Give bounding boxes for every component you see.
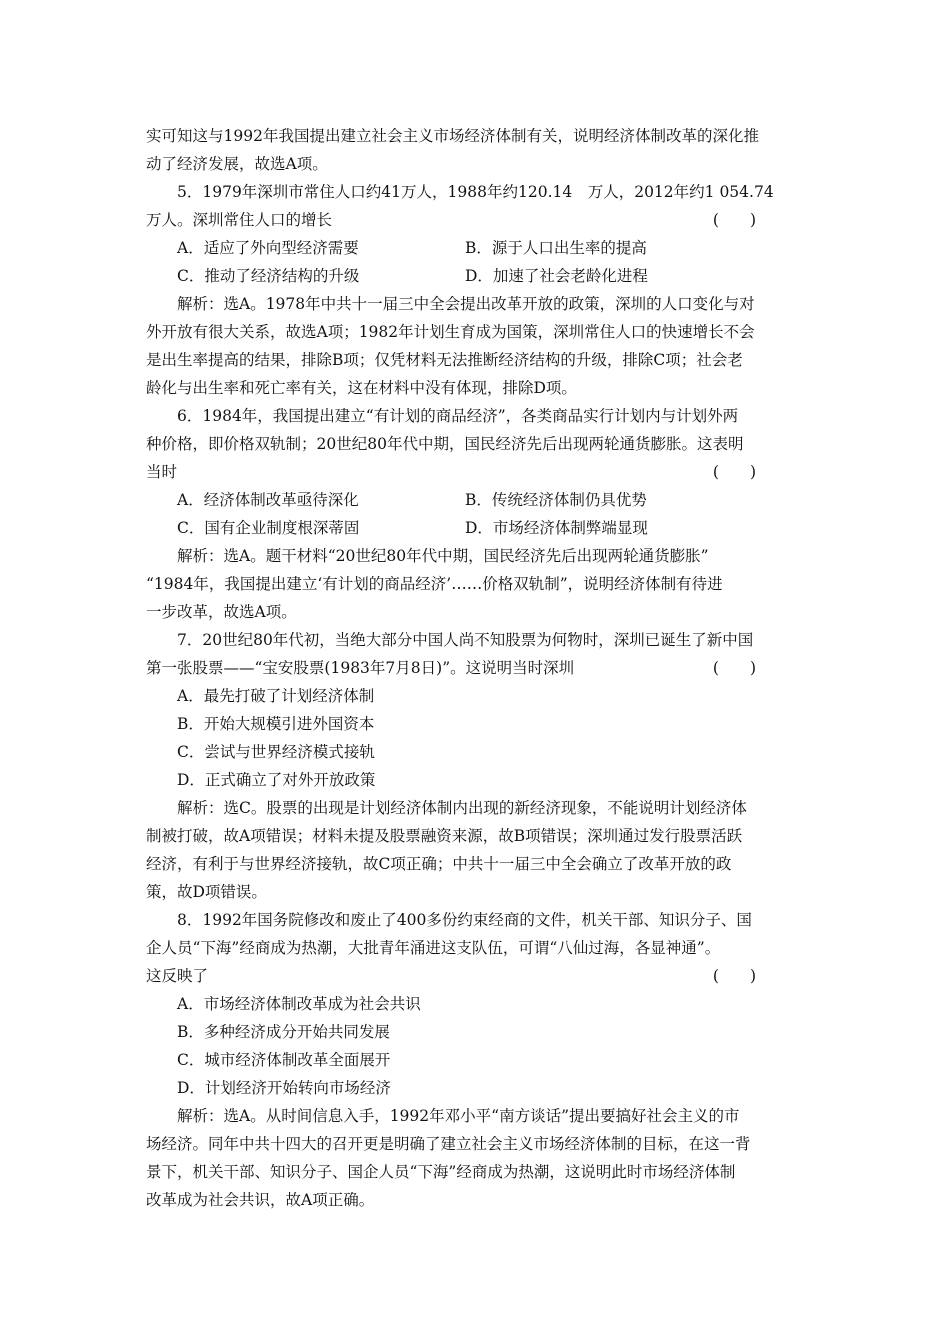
answer-blank: ( ) [712, 967, 756, 985]
question-8 [146, 906, 806, 1214]
option-a: A．适应了外向型经济需要 [177, 239, 359, 257]
analysis-line: “1984年，我国提出建立‘有计划的商品经济’……价格双轨制”，说明经济体制有待进 [146, 575, 723, 593]
question-stem: 8．1992年国务院修改和废止了400多份约束经商的文件，机关干部、知识分子、国 [177, 911, 752, 929]
question-stem: 万人。深圳常住人口的增长 [146, 211, 333, 229]
analysis-line: 场经济。同年中共十四大的召开更是明确了建立社会主义市场经济体制的目标，在这一背 [146, 1135, 751, 1153]
option-a: A．市场经济体制改革成为社会共识 [177, 995, 421, 1013]
intro-line: 实可知这与1992年我国提出建立社会主义市场经济体制有关，说明经济体制改革的深化推 [146, 127, 759, 145]
analysis-line: 解析：选A。1978年中共十一届三中全会提出改革开放的政策，深圳的人口变化与对 [177, 295, 755, 313]
option-c: C．推动了经济结构的升级 [177, 267, 360, 285]
question-5 [146, 178, 806, 402]
analysis-line: 一步改革，故选A项。 [146, 603, 297, 621]
analysis-line: 改革成为社会共识，故A项正确。 [146, 1191, 375, 1209]
question-stem-row [146, 458, 806, 486]
question-stem-row [146, 654, 806, 682]
question-stem: 种价格，即价格双轨制；20世纪80年代中期，国民经济先后出现两轮通货膨胀。这表明 [146, 435, 744, 453]
option-b: B．传统经济体制仍具优势 [465, 491, 647, 509]
analysis-line: 策，故D项错误。 [146, 883, 267, 901]
analysis-line: 景下，机关干部、知识分子、国企人员“下海”经商成为热潮，这说明此时市场经济体制 [146, 1163, 736, 1181]
option-d: D．市场经济体制弊端显现 [465, 519, 648, 537]
option-a: A．最先打破了计划经济体制 [177, 687, 375, 705]
analysis-line: 是出生率提高的结果，排除B项；仅凭材料无法推断经济结构的升级，排除C项；社会老 [146, 351, 743, 369]
analysis-line: 经济，有利于与世界经济接轨，故C项正确；中共十一届三中全会确立了改革开放的政 [146, 855, 732, 873]
analysis-line: 解析：选A。从时间信息入手，1992年邓小平“南方谈话”提出要搞好社会主义的市 [177, 1107, 740, 1125]
option-a: A．经济体制改革亟待深化 [177, 491, 359, 509]
option-b: B．源于人口出生率的提高 [465, 239, 647, 257]
question-stem: 第一张股票——“宝安股票(1983年7月8日)”。这说明当时深圳 [146, 659, 575, 677]
answer-blank: ( ) [712, 463, 756, 481]
option-d: D．正式确立了对外开放政策 [177, 771, 376, 789]
question-stem: 企人员“下海”经商成为热潮，大批青年涌进这支队伍，可谓“八仙过海，各显神通”。 [146, 939, 721, 957]
question-stem: 6．1984年，我国提出建立“有计划的商品经济”，各类商品实行计划内与计划外两 [177, 407, 739, 425]
document-body [146, 122, 806, 1214]
option-b: B．多种经济成分开始共同发展 [177, 1023, 390, 1041]
option-c: C．城市经济体制改革全面展开 [177, 1051, 391, 1069]
analysis-line: 解析：选A。题干材料“20世纪80年代中期，国民经济先后出现两轮通货膨胀” [177, 547, 709, 565]
question-6 [146, 402, 806, 626]
options-grid [146, 234, 806, 290]
question-stem: 这反映了 [146, 967, 209, 985]
question-stem: 5．1979年深圳市常住人口约41万人，1988年约120.14 万人，2012年约1 054.74 [177, 183, 774, 201]
analysis-line: 解析：选C。股票的出现是计划经济体制内出现的新经济现象，不能说明计划经济体 [177, 799, 747, 817]
question-7 [146, 626, 806, 906]
answer-blank: ( ) [712, 211, 756, 229]
analysis-line: 制被打破，故A项错误；材料未提及股票融资来源，故B项错误；深圳通过发行股票活跃 [146, 827, 743, 845]
question-stem-row [146, 206, 806, 234]
analysis-line: 龄化与出生率和死亡率有关，这在材料中没有体现，排除D项。 [146, 379, 577, 397]
answer-blank: ( ) [712, 659, 756, 677]
analysis-line: 外开放有很大关系，故选A项；1982年计划生育成为国策，深圳常住人口的快速增长不会 [146, 323, 755, 341]
option-c: C．国有企业制度根深蒂固 [177, 519, 360, 537]
intro-line: 动了经济发展，故选A项。 [146, 155, 328, 173]
option-d: D．加速了社会老龄化进程 [465, 267, 648, 285]
option-b: B．开始大规模引进外国资本 [177, 715, 375, 733]
option-c: C．尝试与世界经济模式接轨 [177, 743, 375, 761]
option-d: D．计划经济开始转向市场经济 [177, 1079, 391, 1097]
question-stem: 当时 [146, 463, 178, 481]
question-stem-row [146, 962, 806, 990]
question-stem: 7．20世纪80年代初，当绝大部分中国人尚不知股票为何物时，深圳已诞生了新中国 [177, 631, 754, 649]
options-grid [146, 486, 806, 542]
